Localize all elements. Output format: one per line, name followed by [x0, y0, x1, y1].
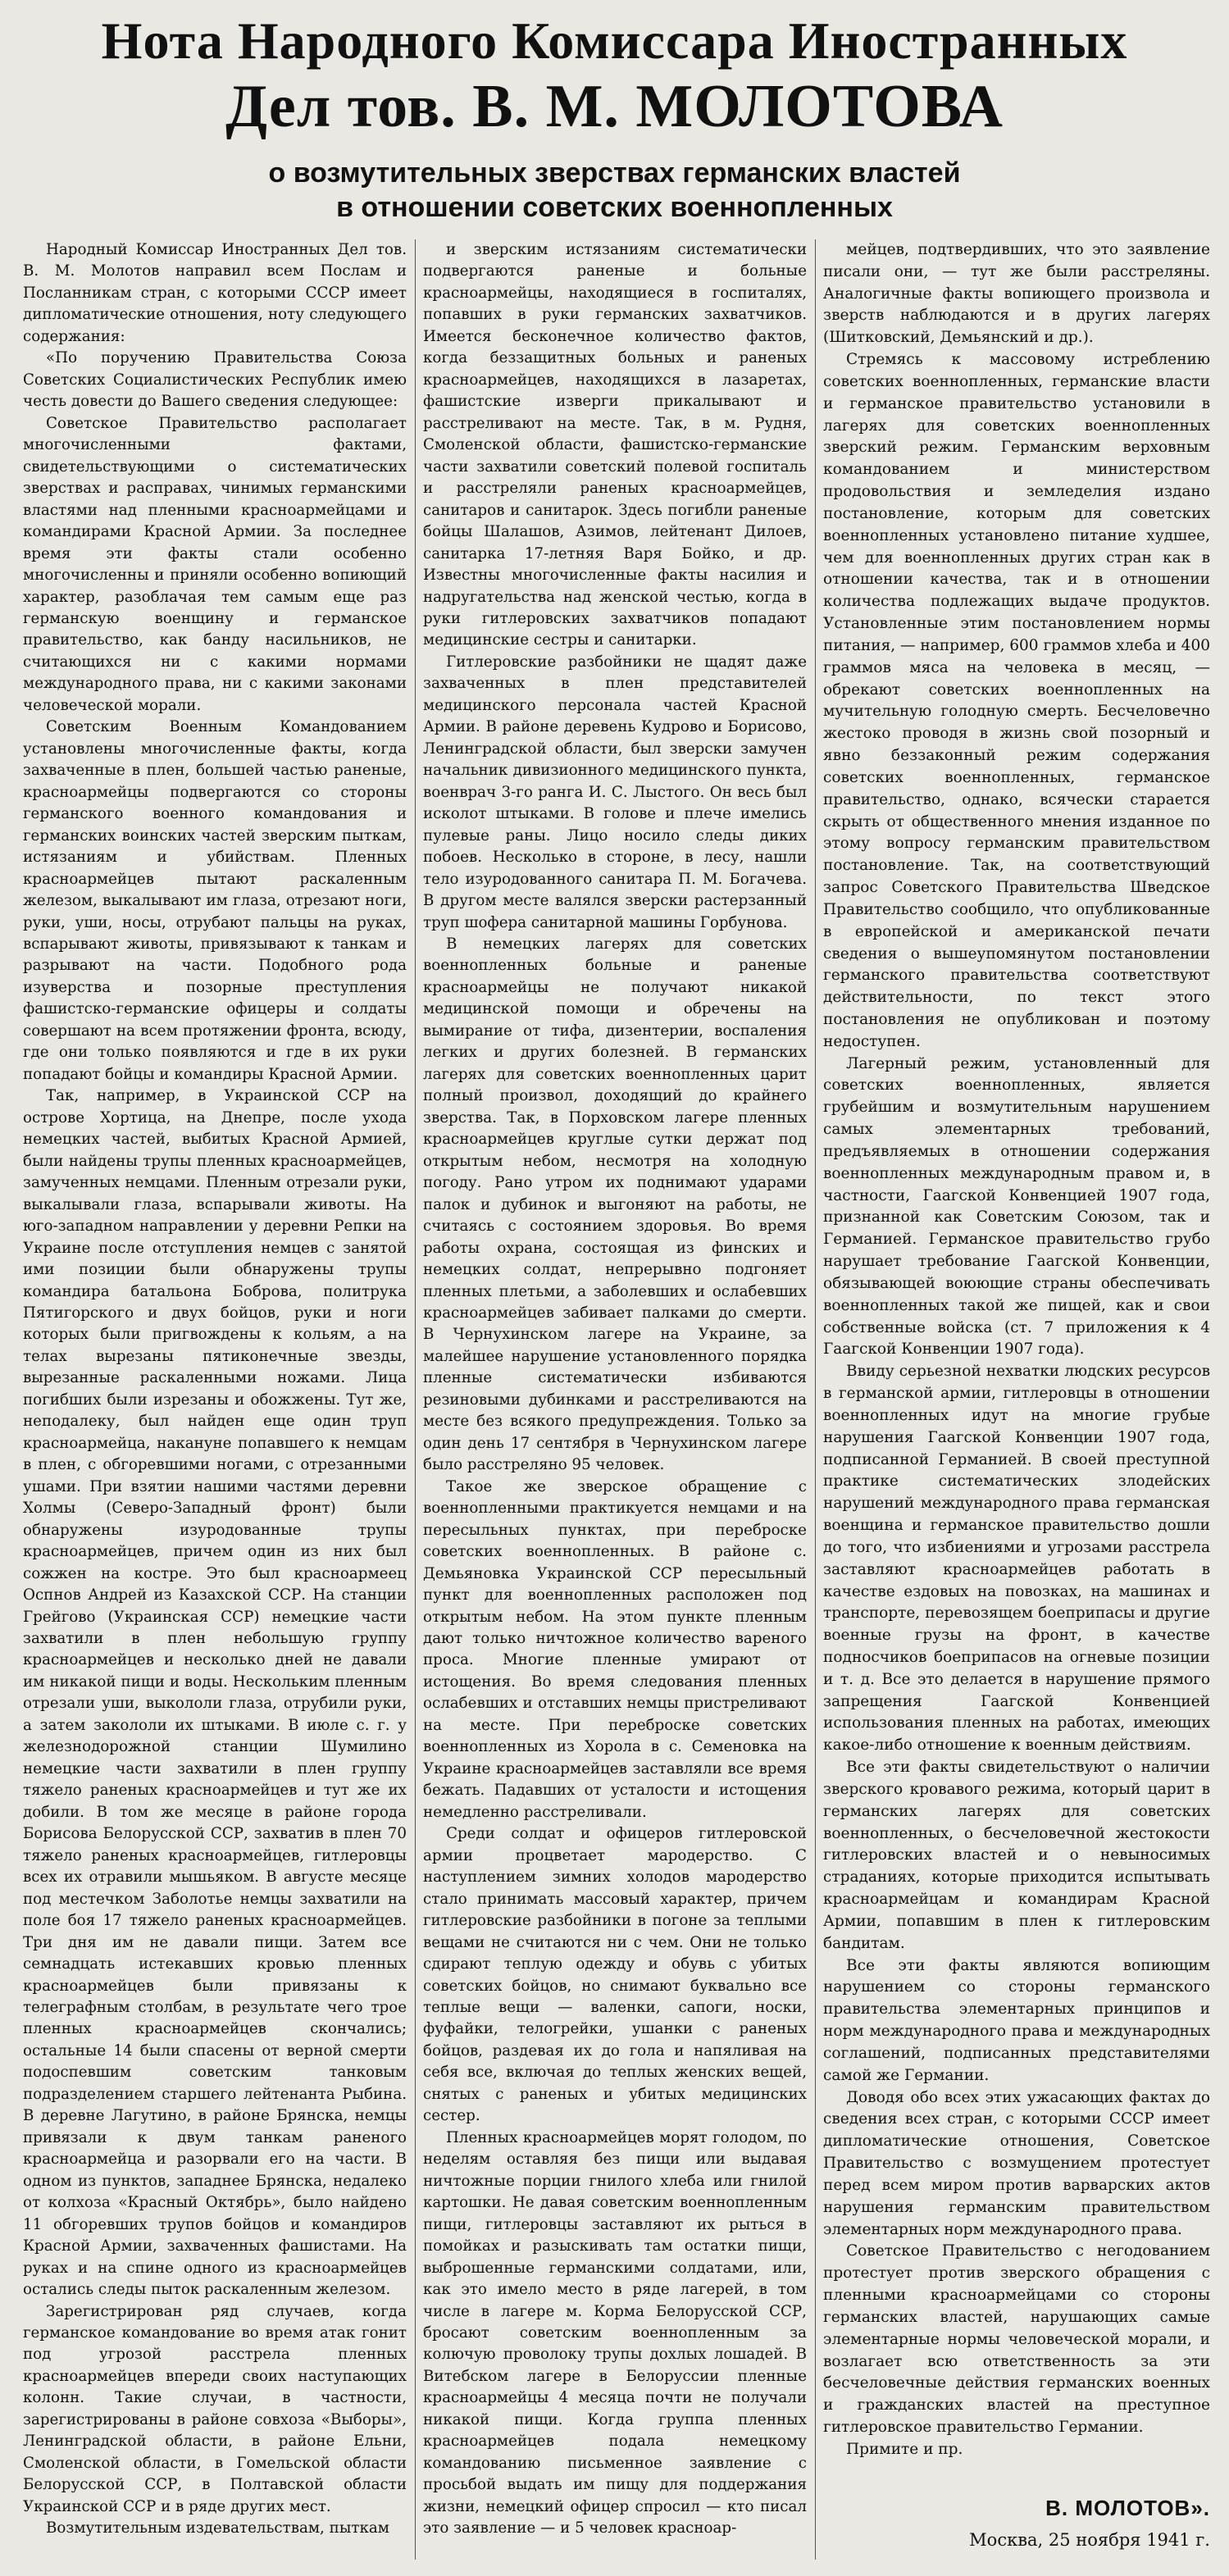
paragraph: Возмутительным издевательствам, пыткам [46, 2519, 389, 2537]
paragraph: Ввиду серьезной нехватки людских ресурсов в германской армии, гитлеровцы в отношении военнопленных идут на многие грубые нарушения Гаагской Конвенции 1907 года, подписанной Германией. В своей преступной практике систематических злодейских нарушений международного права германская военщина и германское правительство дошли до того, что избиениями и угрозами расстрела заставляют красноармейцев работать в качестве ездовых на повозках, на машинах и транспорте, перевозящем боеприпасы и другие военные грузы на фронт, в качестве подносчиков боеприпасов на огневые позиции и т. д. Все это делается в нарушение прямого запрещения Гаагской Конвенцией использования пленных на работах, имеющих какое-либо отношение к военным действиям. [823, 1363, 1210, 1755]
subheadline-line-2: в отношении советских военнопленных [336, 192, 893, 223]
paragraph: «По поручению Правительства Союза Советских Социалистических Республик имею честь довести до Вашего сведения следующее: [23, 349, 407, 411]
paragraph: Гитлеровские разбойники не щадят даже захваченных в плен представителей медицинского персонала частей Красной Армии. В районе деревень Кудрово и Борисово, Ленинградской области, был зверски замучен начальник дивизионного медицинского пункта, военврач 3-го ранга И. С. Лыстого. Он весь был исколот штыками. В голове и плече имелись пулевые раны. Лицо носило следы диких побоев. Несколько в стороне, в лесу, нашли тело изуродованного санитара П. М. Богачева. В другом месте валялся зверски растерзанный труп шофера санитарной машины Горбунова. [423, 653, 807, 931]
paragraph: Такое же зверское обращение с военнопленными практикуется немцами и на пересыльных пунктах, при переброске советских военнопленных. В районе с. Демьяновка Украинской ССР пересыльный пункт для военнопленных расположен под открытым небом. На этом пункте пленным дают только ничтожное количество вареного проса. Многие пленные умирают от истощения. Во время следования пленных ослабевших и отставших немцы пристреливают на месте. При переброске советских военнопленных из Хорола в с. Семеновка на Украине красноармейцев заставляли все время бежать. Падавших от усталости и истощения немедленно расстреливали. [423, 1477, 807, 1821]
column-divider [815, 239, 816, 2560]
paragraph: Народный Комиссар Иностранных Дел тов. В. М. Молотов направил всем Послам и Посланникам стран, с которыми СССР имеет дипломатические отношения, ноту следующего содержания: [23, 241, 407, 345]
paragraph: Советским Военным Командованием установлены многочисленные факты, когда захваченные в плен, большей частью раненые, красноармейцы подвергаются со стороны германского военного командования и германских воинских частей зверским пыткам, истязаниям и убийствам. Пленных красноармейцев пытают раскаленным железом, выкалывают им глаза, отрезают ноги, руки, уши, носы, отрубают пальцы на руках, вспарывают животы, привязывают к танкам и разрывают на части. Подобного рода изуверства и позорные преступления фашистско-германские офицеры и солдаты совершают на всем протяжении фронта, всюду, где они только появляются и где в их руки попадают бойцы и командиры Красной Армии. [23, 718, 407, 1083]
paragraph: Среди солдат и офицеров гитлеровской армии процветает мародерство. С наступлением зимних холодов мародерство стало принимать массовый характер, причем гитлеровские разбойники в погоне за теплыми вещами не считаются ни с чем. Они не только сдирают теплую одежду и обувь с убитых советских бойцов, но снимают буквально все теплые вещи — валенки, сапоги, носки, фуфайки, телогрейки, ушанки с раненых бойцов, раздевая их до гола и напяливая на себя все, включая до теплых женских вещей, снятых с раненых и убитых медицинских сестер. [423, 1825, 807, 2125]
text-column-2 [423, 239, 807, 2564]
paragraph: Стремясь к массовому истреблению советских военнопленных, германские власти и германское правительство установили в лагерях для советских военнопленных зверский режим. Германским верховным командованием и министерством продовольствия и земледелия издано постановление, которым для советских военнопленных установлено питание худшее, чем для военнопленных других стран как в отношении качества, так и в отношении количества подлежащих выдаче продуктов. Установленные этим постановлением нормы питания, — например, 600 граммов хлеба и 400 граммов мяса на человека в месяц, — обрекают советских военнопленных на мучительную голодную смерть. Бесчеловечно жестоко проводя в жизнь свой позорный и явно беззаконный режим содержания советских военнопленных, германское правительство, однако, всячески старается скрыть от общественного мнения изданное по этому вопросу германским правительством постановление. Так, на соответствующий запрос Советского Правительства Шведское Правительство сообщило, что опубликованные в европейской и американской печати сведения о вышеупомянутом постановлении германского правительства соответствуют действительности, по текст этого постановления не опубликован и поэтому недоступен. [823, 351, 1210, 1050]
paragraph: Так, например, в Украинской ССР на острове Хортица, на Днепре, после ухода немецких частей, выбитых Красной Армией, были найдены трупы пленных красноармейцев, замученных немцами. Пленным отрезали руки, выкалывали глаза, вспарывали животы. На юго-западном направлении у деревни Репки на Украине после отступления немцев с занятой ими позиции были обнаружены трупы командира батальона Боброва, политрука Пятигорского и двух бойцов, руки и ноги которых были пригвождены к кольям, а на телах вырезаны пятиконечные звезды, вырезанные раскаленными ножами. Лица погибших были изрезаны и обожжены. Тут же, неподалеку, был найден еще один труп красноармейца, накануне попавшего к немцам в плен, с обгоревшими ногами, с отрезанными ушами. При взятии нашими частями деревни Холмы (Северо-Западный фронт) были обнаружены изуродованные трупы красноармейцев, причем один из них был сожжен на костре. Это был красноармеец Оспнов Андрей из Казахской ССР. На станции Грейгово (Украинская ССР) немецкие части захватили в плен небольшую группу красноармейцев и несколько дней не давали им никакой пищи и воды. Нескольким пленным отрезали уши, выкололи глаза, отрубили руки, а затем закололи их штыками. В июле с. г. у железнодорожной станции Шумилино немецкие части захватили в плен группу тяжело раненых красноармейцев и тут же их добили. В том же месяце в районе города Борисова Белорусской ССР, захватив в плен 70 тяжело раненых красноармейцев, гитлеровцы всех их отравили мышьяком. В августе месяце под местечком Заболотье немцы захватили на поле боя 17 тяжело раненых красноармейцев. Три дня им не давали пищи. Затем все семнадцать истекавших кровью пленных красноармейцев были привязаны к телеграфным столбам, в результате чего трое пленных красноармейцев скончались; остальные 14 были спасены от верной смерти подоспевшим советским танковым подразделением старшего лейтенанта Рыбина. В деревне Лагутино, в районе Брянска, немцы привязали к двум танкам раненого красноармейца и разорвали его на части. В одном из пунктов, западнее Брянска, недалеко от колхоза «Красный Октябрь», было найдено 11 обгоревших трупов бойцов и командиров Красной Армии, захваченных фашистами. На руках и на спине одного из красноармейцев остались следы пыток раскаленным железом. [23, 1087, 407, 2299]
headline-line-1: Нота Народного Комиссара Иностранных [101, 11, 1128, 70]
paragraph: Советское Правительство располагает многочисленными фактами, свидетельствующими о систематических зверствах и расправах, чинимых германскими властями над пленными красноармейцами и командирами Красной Армии. За последнее время эти факты стали особенно многочисленны и приняли особенно вопиющий характер, разоблачая тем самым еще раз германскую военщину и германское правительство, как банду насильников, не считающихся ни с какими нормами международного права, ни с какими законами человеческой морали. [23, 414, 407, 714]
paragraph: Все эти факты свидетельствуют о наличии зверского кровавого режима, который царит в германских лагерях для советских военнопленных, о бесчеловечной жестокости гитлеровских властей и о невыносимых страданиях, которые приходится испытывать красноармейцам и командирам Красной Армии, попавшим в плен к гитлеровским бандитам. [823, 1759, 1210, 1952]
paragraph: Лагерный режим, установленный для советских военнопленных, является грубейшим и возмутительным нарушением самых элементарных требований, предъявляемых в отношении содержания военнопленных международным правом и, в частности, Гаагской Конвенцией 1907 года, признанной как Советским Союзом, так и Германией. Германское правительство грубо нарушает требование Гаагской Конвенции, обязывающей воюющие страны обеспечивать военнопленных такой же пищей, как и свои собственные войска (ст. 7 приложения к 4 Гаагской Конвенции 1907 года). [823, 1054, 1210, 1359]
paragraph: Советское Правительство с негодованием протестует против зверского обращения с пленными красноармейцами со стороны германских властей, нарушающих самые элементарные нормы человеческой морали, и возлагает всю ответственность за эти бесчеловечные действия германских военных и гражданских властей на преступное гитлеровское правительство Германии. [823, 2242, 1210, 2436]
paragraph: Пленных красноармейцев морят голодом, по неделям оставляя без пищи или выдавая ничтожные порции гнилого хлеба или гнилой картошки. Не давая советским военнопленным пищи, гитлеровцы заставляют их рыться в помойках и разыскивать там остатки пищи, выброшенные германскими солдатами, или, как это имело место в ряде лагерей, в том числе в лагере м. Корма Белорусской ССР, бросают советским военнопленным за колючую проволоку трупы дохлых лошадей. В Витебском лагере в Белоруссии пленные красноармейцы 4 месяца почти не получали никакой пищи. Когда группа пленных красноармейцев подала немецкому командованию письменное заявление с просьбой выдать им пищу для поддержания жизни, немецкий офицер спросил — кто писал это заявление — и 5 человек красноар- [423, 2128, 807, 2537]
paragraph: Зарегистрирован ряд случаев, когда германское командование во время атак гонит под угрозой расстрела пленных красноармейцев впереди своих наступающих колонн. Такие случаи, в частности, зарегистрированы в районе совхоза «Выборы», Ленинградской области, в районе Ельни, Смоленской области, в Гомельской области Белорусской ССР, в Полтавской области Украинской ССР и в ряде других мест. [23, 2302, 407, 2515]
text-column-3 [823, 239, 1210, 2490]
paragraph: Доводя обо всех этих ужасающих фактах до сведения всех стран, с которыми СССР имеет дипломатические отношения, Советское Правительство с возмущением протестует перед всем миром против варварских актов нарушения германским правительством элементарных норм международного права. [823, 2088, 1210, 2238]
paragraph: Примите и пр. [846, 2440, 963, 2458]
dateline: Москва, 25 ноября 1941 г. [969, 2530, 1210, 2550]
subheadline-line-1: о возмутительных зверствах германских властей [268, 157, 961, 189]
paragraph: Все эти факты являются вопиющим нарушением со стороны германского правительства элементарных принципов и норм международного права и международных соглашений, подписанных представителями самой же Германии. [823, 1956, 1210, 2084]
paragraph: В немецких лагерях для советских военнопленных больные и раненые красноармейцы не получают никакой медицинской помощи и обречены на вымирание от тифа, дизентерии, воспаления легких и других болезней. В германских лагерях для советских военнопленных царит полный произвол, доходящий до крайнего зверства. Так, в Порховском лагере пленных красноармейцев круглые сутки держат под открытым небом, несмотря на холодную погоду. Рано утром их поднимают ударами палок и дубинок и выгоняют на работы, не считаясь с состоянием здоровья. Во время работы охрана, состоящая из финских и немецких солдат, непрерывно подгоняет пленных плетьми, а заболевших и ослабевших красноармейцев забивает палками до смерти. В Чернухинском лагере на Украине, за малейшее нарушение установленного порядка пленные систематически избиваются резиновыми дубинками и расстреливаются на месте без всякого предупреждения. Только за один день 17 сентября в Чернухинском лагере было расстреляно 95 человек. [423, 935, 807, 1474]
headline-line-2: Дел тов. В. М. МОЛОТОВА [225, 73, 1004, 140]
column-divider [415, 239, 416, 2560]
text-column-1 [23, 239, 407, 2564]
paragraph: и зверским истязаниям систематически подвергаются раненые и больные красноармейцы, находящиеся в госпиталях, попавших в руки германских захватчиков. Имеется бесконечное количество фактов, когда беззащитных больных и раненых красноармейцев, находящихся в лазаретах, фашистские изверги прикалывают и расстреливают на месте. Так, в м. Рудня, Смоленской области, фашистско-германские части захватили советский полевой госпиталь и расстреляли раненых красноармейцев, санитаров и санитарок. Здесь погибли раненые бойцы Шалашов, Азимов, лейтенант Дилоев, санитарка 17-летняя Варя Бойко, и др. Известны многочисленные факты насилия и надругательства над женской честью, когда в руки гитлеровских захватчиков попадают медицинские сестры и санитарки. [423, 241, 807, 649]
paragraph: мейцев, подтвердивших, что это заявление писали они, — тут же были расстреляны. Аналогичные факты вопиющего произвола и зверств наблюдаются и в других лагерях (Шитковский, Демьянский и др.). [823, 241, 1210, 347]
signature: В. МОЛОТОВ». [1045, 2496, 1210, 2520]
